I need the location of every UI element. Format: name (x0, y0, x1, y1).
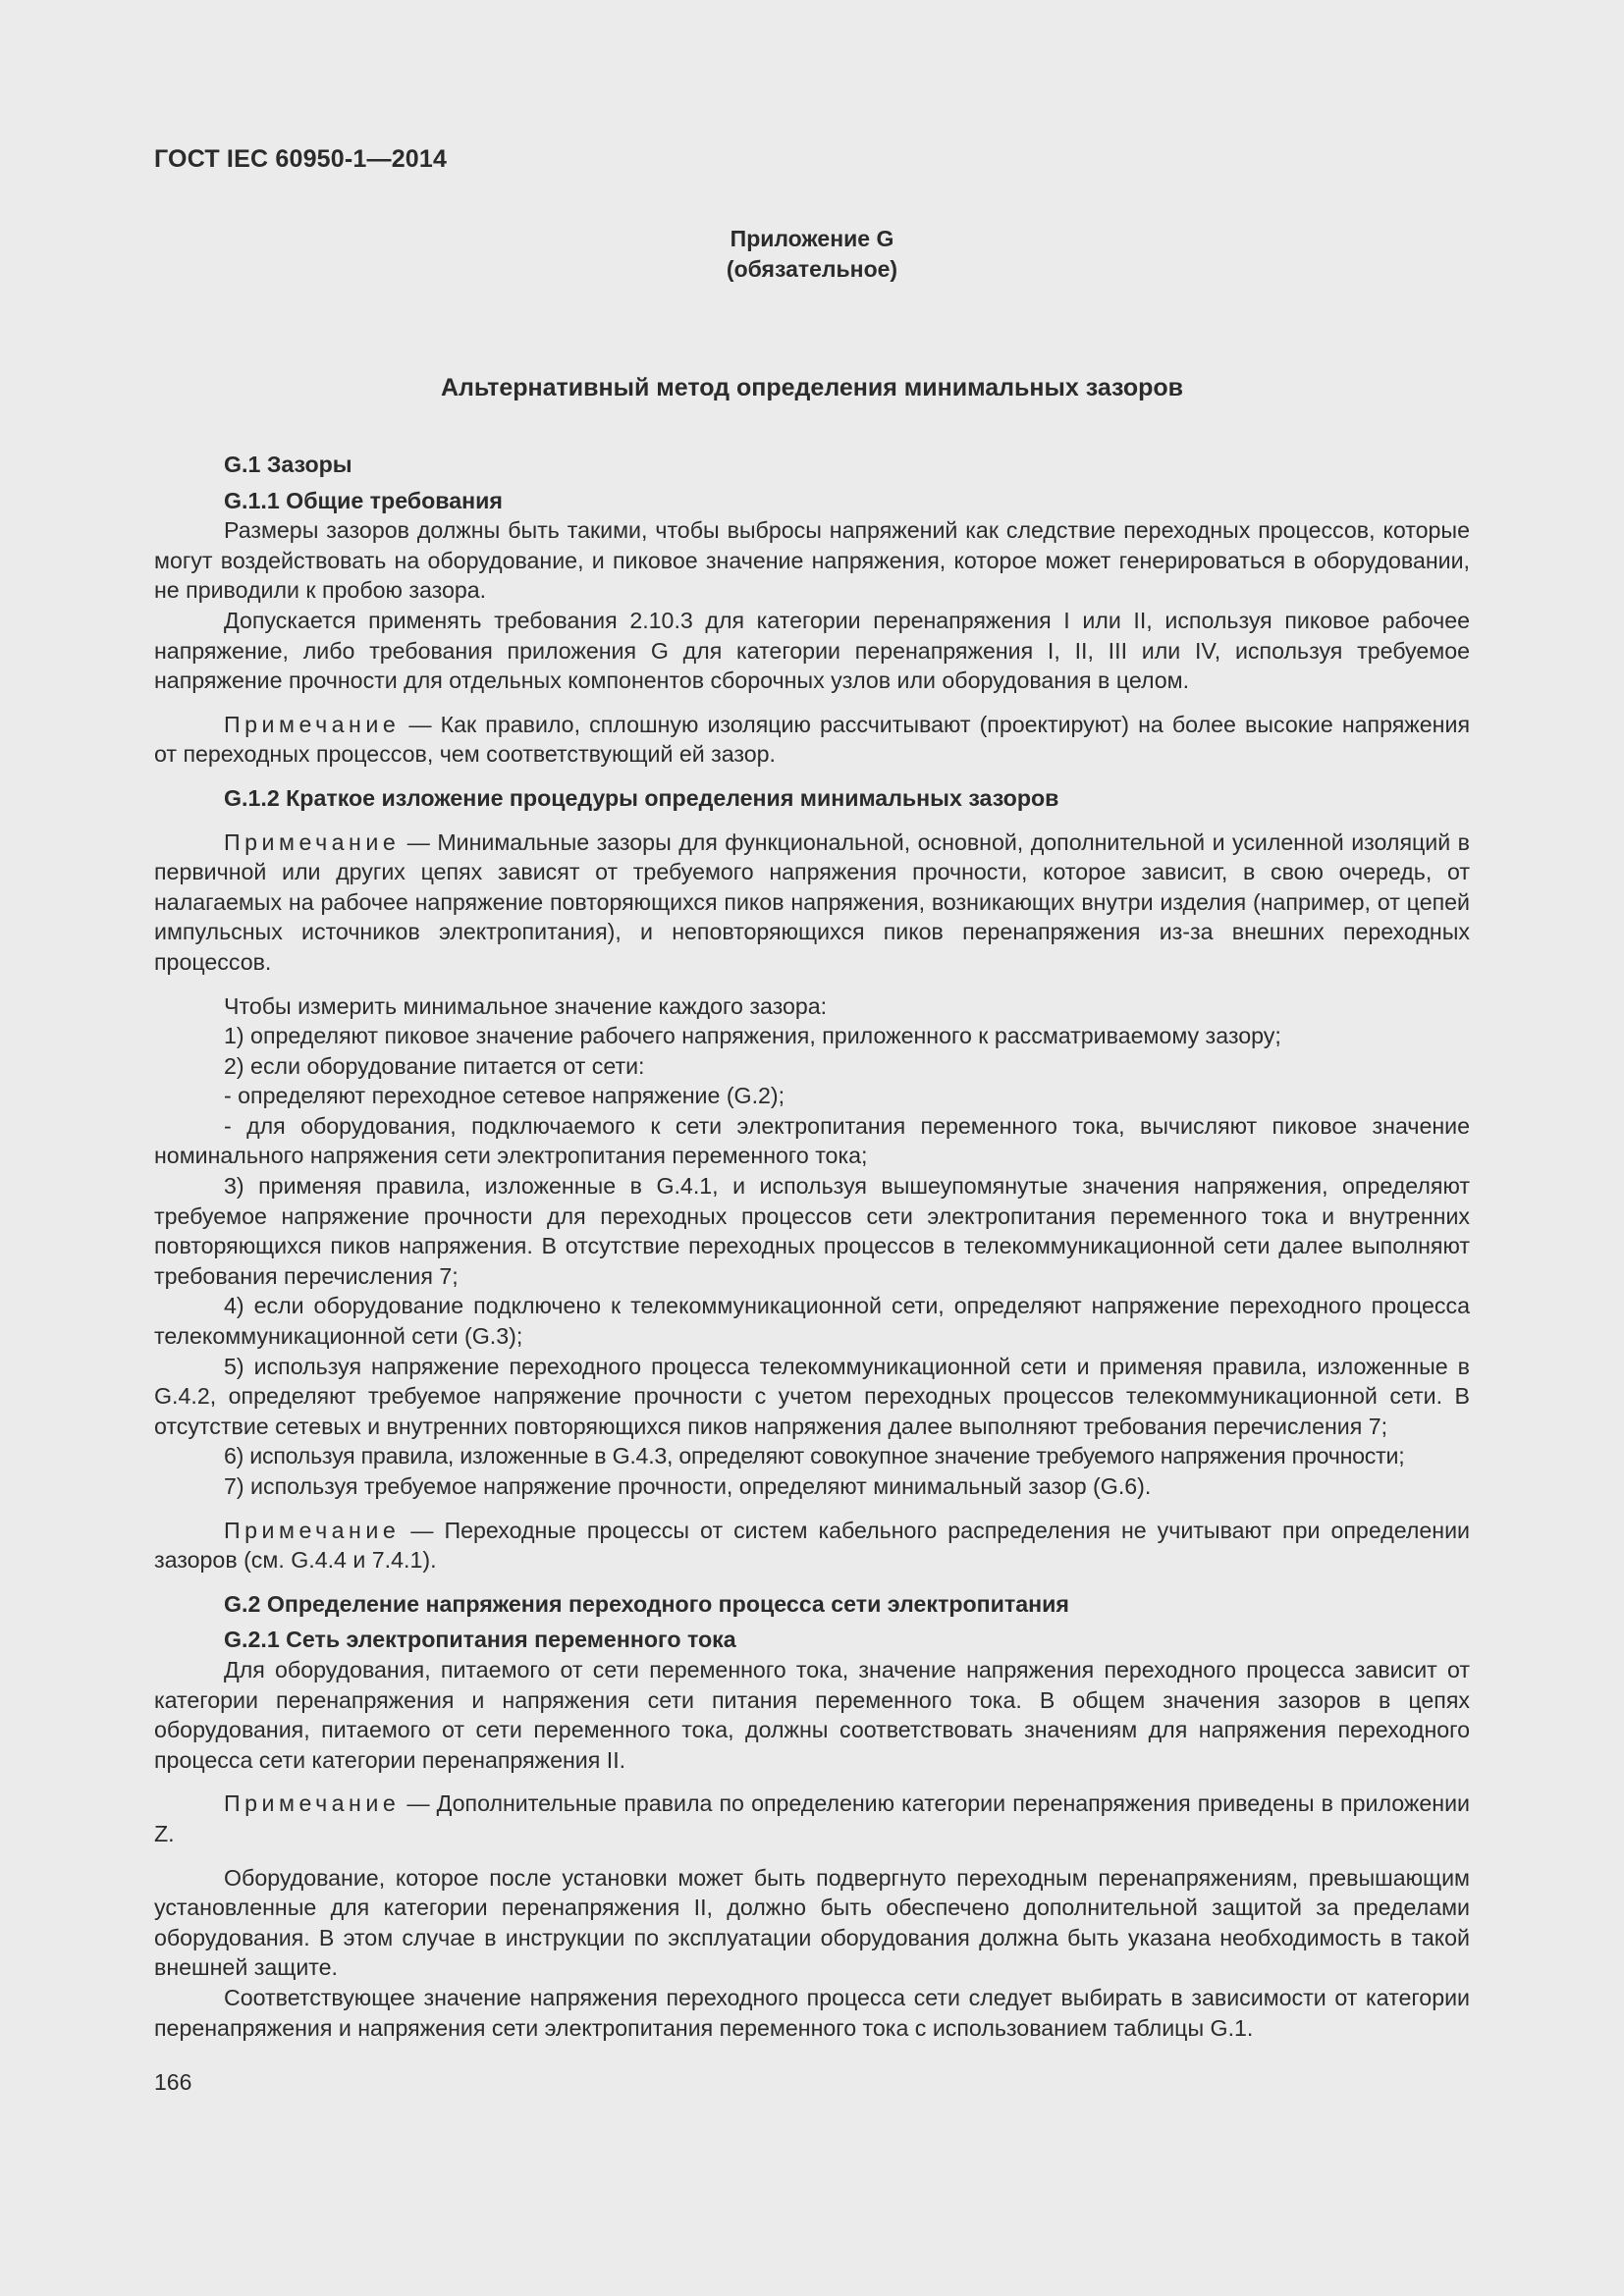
paragraph: Чтобы измерить минимальное значение каждого зазора: (224, 992, 828, 1019)
paragraph: Для оборудования, питаемого от сети переменного тока, значение напряжения переходного процесса зависит от категории перенапряжения и напряжения сети питания переменного тока. В общем значения зазоров в цепях оборудования, питаемого от сети переменного тока, должны соответствовать значениям для напряжения переходного процесса сети категории перенапряжения II. (154, 1656, 1470, 1773)
note-text: — Минимальные зазоры для функциональной, основной, дополнительной и усиленной изоляций в первичной или других цепях зависят от требуемого напряжения прочности, которое зависит, в свою очередь, от налагаемых на рабочее напряжение повторяющихся пиков напряжения, возникающих внутри изделия (например, от цепей импульсных источников электропитания), и неповторяющихся пиков перенапряжения из-за внешних переходных процессов. (154, 828, 1470, 975)
note-text: — Дополнительные правила по определению категории перенапряжения приведены в приложении Z. (154, 1790, 1470, 1846)
note-label: Примечание (224, 1517, 401, 1543)
list-item: 3) применяя правила, изложенные в G.4.1, и используя вышеупомянутые значения напряжения, определяют требуемое напряжение прочности для переходных процессов сети электропитания переменного тока и внутренних повторяющихся пиков напряжения. В отсутствие переходных процессов в телекоммуникационной сети далее выполняют требования перечисления 7; (154, 1173, 1470, 1289)
list-item: 7) используя требуемое напряжение прочности, определяют минимальный зазор (G.6). (224, 1473, 1152, 1499)
section-heading-g1-2: G.1.2 Краткое изложение процедуры определения минимальных зазоров (224, 784, 1059, 811)
annex-label: Приложение G (730, 226, 894, 251)
document-body (154, 450, 1470, 2043)
annex-status: (обязательное) (726, 256, 898, 282)
section-heading-g1-1: G.1.1 Общие требования (224, 487, 503, 513)
note-label: Примечание (224, 1790, 401, 1817)
list-item: - определяют переходное сетевое напряжение (G.2); (224, 1083, 785, 1109)
annex-title: Альтернативный метод определения минимальных зазоров (440, 374, 1184, 401)
paragraph: Размеры зазоров должны быть такими, чтобы выбросы напряжений как следствие переходных процессов, которые могут воздействовать на оборудование, и пиковое значение напряжения, которое может генерироваться в оборудовании, не приводили к пробою зазора. (154, 517, 1470, 604)
section-heading-g2: G.2 Определение напряжения переходного процесса сети электропитания (224, 1590, 1069, 1617)
paragraph: Соответствующее значение напряжения переходного процесса сети следует выбирать в зависимости от категории перенапряжения и напряжения сети электропитания переменного тока с использованием таблицы G.1. (154, 1984, 1470, 2041)
annex-heading (154, 224, 1470, 285)
section-heading-g2-1: G.2.1 Сеть электропитания переменного тока (224, 1627, 736, 1653)
note-text: — Переходные процессы от систем кабельного распределения не учитывают при определении зазоров (см. G.4.4 и 7.4.1). (154, 1517, 1470, 1574)
section-heading-g1: G.1 Зазоры (224, 452, 352, 477)
paragraph: Допускается применять требования 2.10.3 для категории перенапряжения I или II, используя пиковое рабочее напряжение, либо требования приложения G для категории перенапряжения I, II, III или IV, используя требуемое напряжение прочности для отдельных компонентов сборочных узлов или оборудования в целом. (154, 607, 1470, 694)
list-item: 5) используя напряжение переходного процесса телекоммуникационной сети и применяя правила, изложенные в G.4.2, определяют требуемое напряжение прочности с учетом переходных процессов телекоммуникационной сети. В отсутствие сетевых и внутренних повторяющихся пиков напряжения далее выполняют требования перечисления 7; (154, 1353, 1470, 1439)
note-label: Примечание (224, 828, 401, 855)
list-item: 2) если оборудование питается от сети: (224, 1052, 645, 1079)
note (154, 1516, 1470, 1575)
document-code: ГОСТ IEC 60950-1—2014 (154, 145, 448, 173)
note-label: Примечание (224, 711, 401, 737)
list-item: 1) определяют пиковое значение рабочего напряжения, приложенного к рассматриваемому зазору; (224, 1023, 1281, 1049)
note-text: — Как правило, сплошную изоляцию рассчитывают (проектируют) на более высокие напряжения от переходных процессов, чем соответствующий ей зазор. (154, 711, 1470, 768)
note (154, 1789, 1470, 1848)
note (154, 828, 1470, 978)
note (154, 710, 1470, 770)
list-item: 6) используя правила, изложенные в G.4.3, определяют совокупное значение требуемого напряжения прочности; (224, 1443, 1405, 1469)
paragraph: Оборудование, которое после установки может быть подвергнуто переходным перенапряжениям, превышающим установленные для категории перенапряжения II, должно быть обеспечено дополнительной защитой за пределами оборудования. В этом случае в инструкции по эксплуатации оборудования должна быть указана необходимость в такой внешней защите. (154, 1864, 1470, 1981)
list-item: 4) если оборудование подключено к телекоммуникационной сети, определяют напряжение переходного процесса телекоммуникационной сети (G.3); (154, 1293, 1470, 1350)
page-number: 166 (154, 2069, 192, 2095)
list-item: - для оборудования, подключаемого к сети электропитания переменного тока, вычисляют пиковое значение номинального напряжения сети электропитания переменного тока; (154, 1112, 1470, 1169)
